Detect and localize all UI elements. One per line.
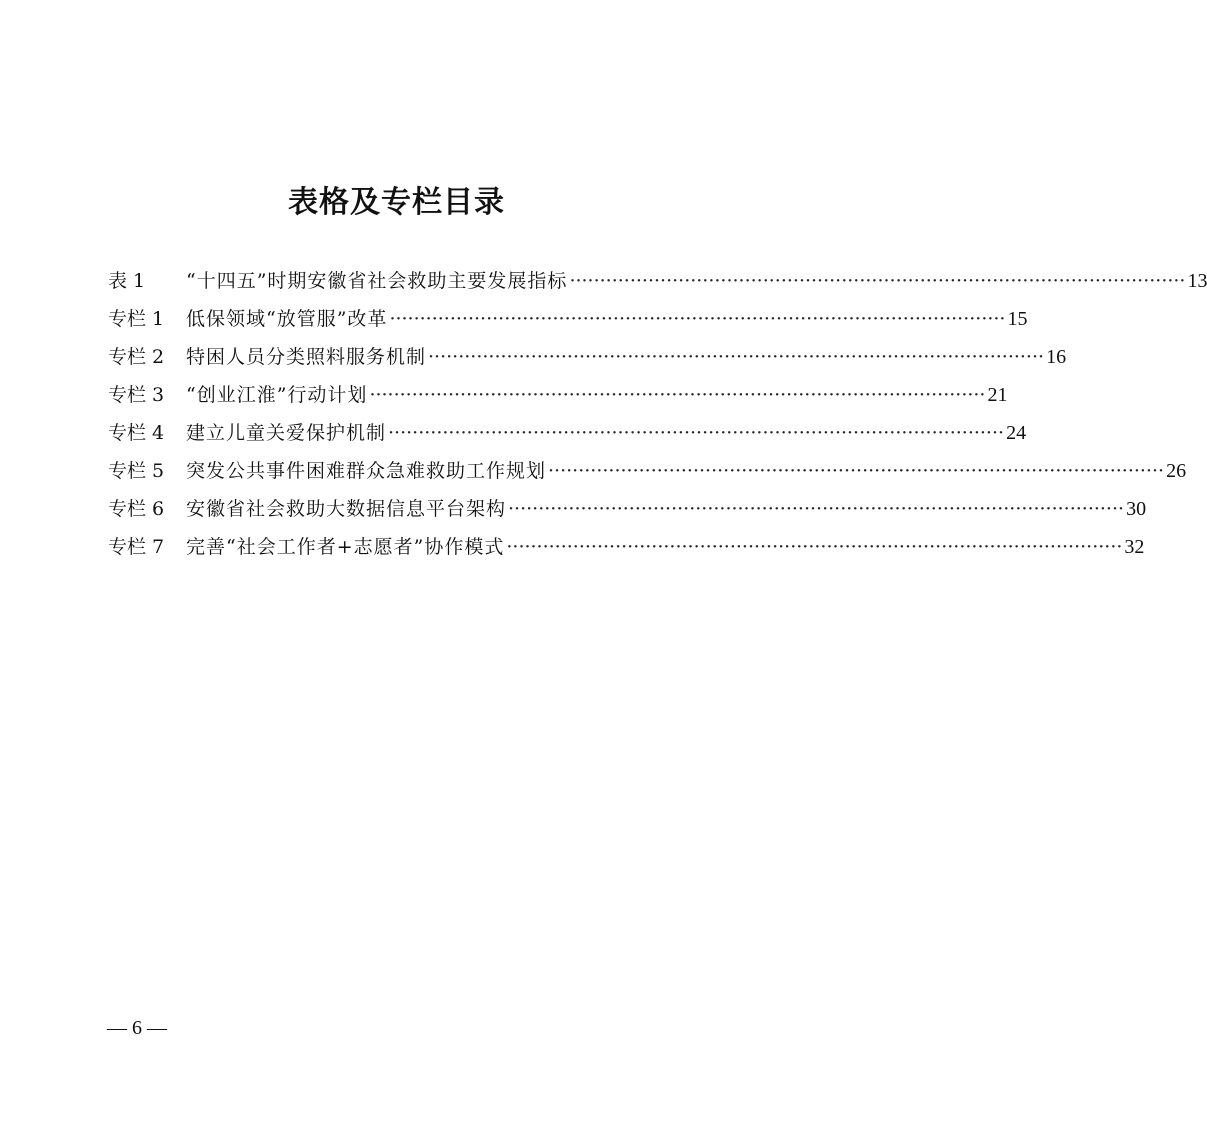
toc-dot-leader <box>569 262 1185 300</box>
table-of-contents <box>108 262 1207 566</box>
toc-entry-table-1[interactable] <box>108 262 1207 300</box>
toc-entry-page: 32 <box>1124 536 1145 558</box>
toc-entry-label: 专栏 5 <box>108 460 165 482</box>
toc-entry-title: 建立儿童关爱保护机制 <box>186 422 387 444</box>
toc-entry-column-4[interactable] <box>108 414 1027 452</box>
toc-entry-column-3[interactable] <box>108 376 1008 414</box>
toc-entry-page: 24 <box>1006 422 1027 444</box>
toc-entry-title: “十四五”时期安徽省社会救助主要发展指标 <box>186 270 568 292</box>
toc-entry-title: 特困人员分类照料服务机制 <box>186 346 427 368</box>
toc-entry-page: 30 <box>1126 498 1147 520</box>
page-number: — 6 — <box>107 1017 167 1039</box>
toc-entry-page: 21 <box>987 384 1008 406</box>
toc-entry-column-6[interactable] <box>108 490 1147 528</box>
toc-entry-title: 突发公共事件困难群众急难救助工作规划 <box>186 460 547 482</box>
toc-entry-page: 13 <box>1187 270 1207 292</box>
toc-entry-column-5[interactable] <box>108 452 1187 490</box>
toc-entry-label: 表 1 <box>108 270 146 292</box>
toc-entry-page: 15 <box>1007 308 1028 330</box>
toc-dot-leader <box>369 376 985 414</box>
toc-entry-page: 16 <box>1046 346 1067 368</box>
toc-entry-title: “创业江淮”行动计划 <box>186 384 368 406</box>
toc-entry-column-1[interactable] <box>108 300 1028 338</box>
toc-entry-title: 低保领域“放管服”改革 <box>186 308 388 330</box>
toc-entry-column-2[interactable] <box>108 338 1067 376</box>
toc-entry-title: 安徽省社会救助大数据信息平台架构 <box>186 498 507 520</box>
toc-entry-title: 完善“社会工作者+志愿者”协作模式 <box>186 536 505 558</box>
toc-entry-label: 专栏 4 <box>108 422 165 444</box>
toc-entry-label: 专栏 7 <box>108 536 165 558</box>
toc-dot-leader <box>388 414 1004 452</box>
toc-entry-label: 专栏 6 <box>108 498 165 520</box>
toc-entry-label: 专栏 1 <box>108 308 165 330</box>
toc-dot-leader <box>508 490 1124 528</box>
toc-entry-column-7[interactable] <box>108 528 1145 566</box>
page-title: 表格及专栏目录 <box>288 185 505 220</box>
toc-entry-label: 专栏 2 <box>108 346 165 368</box>
toc-dot-leader <box>389 300 1005 338</box>
toc-dot-leader <box>548 452 1164 490</box>
toc-dot-leader <box>428 338 1044 376</box>
toc-entry-page: 26 <box>1166 460 1187 482</box>
toc-dot-leader <box>506 528 1122 566</box>
toc-entry-label: 专栏 3 <box>108 384 165 406</box>
